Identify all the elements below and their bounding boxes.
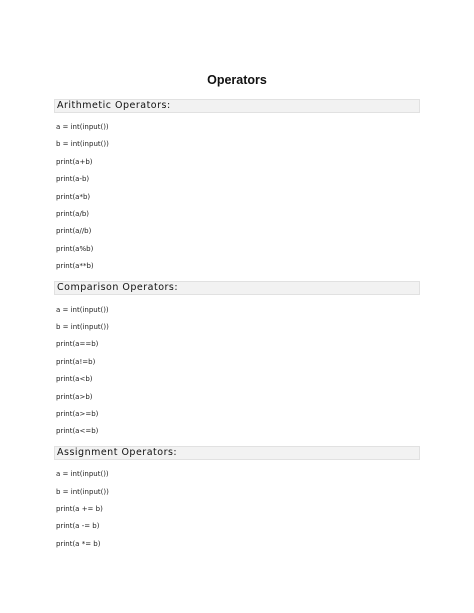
section-heading-comparison: Comparison Operators:	[54, 281, 420, 295]
code-line: print(a-b)	[56, 175, 90, 183]
code-line: print(a//b)	[56, 227, 92, 235]
section-comparison	[54, 281, 420, 295]
section-heading-arithmetic: Arithmetic Operators:	[54, 99, 420, 113]
section-heading-assignment: Assignment Operators:	[54, 446, 420, 460]
code-line: b = int(input())	[56, 488, 109, 496]
section-assignment	[54, 446, 420, 460]
code-line: print(a==b)	[56, 340, 99, 348]
code-line: print(a/b)	[56, 210, 90, 218]
code-line: print(a>=b)	[56, 410, 99, 418]
code-line: print(a += b)	[56, 505, 103, 513]
code-line: print(a!=b)	[56, 358, 96, 366]
code-line: a = int(input())	[56, 123, 109, 131]
code-line: print(a<=b)	[56, 427, 99, 435]
code-line: print(a+b)	[56, 158, 93, 166]
code-line: print(a>b)	[56, 393, 93, 401]
code-line: b = int(input())	[56, 140, 109, 148]
code-line: print(a%b)	[56, 245, 94, 253]
code-line: print(a<b)	[56, 375, 93, 383]
code-line: print(a *= b)	[56, 540, 101, 548]
code-line: print(a*b)	[56, 193, 91, 201]
page-title: Operators	[207, 73, 267, 87]
code-line: a = int(input())	[56, 470, 109, 478]
code-line: b = int(input())	[56, 323, 109, 331]
code-line: print(a -= b)	[56, 522, 100, 530]
code-line: print(a**b)	[56, 262, 94, 270]
code-line: a = int(input())	[56, 306, 109, 314]
section-arithmetic	[54, 99, 420, 113]
